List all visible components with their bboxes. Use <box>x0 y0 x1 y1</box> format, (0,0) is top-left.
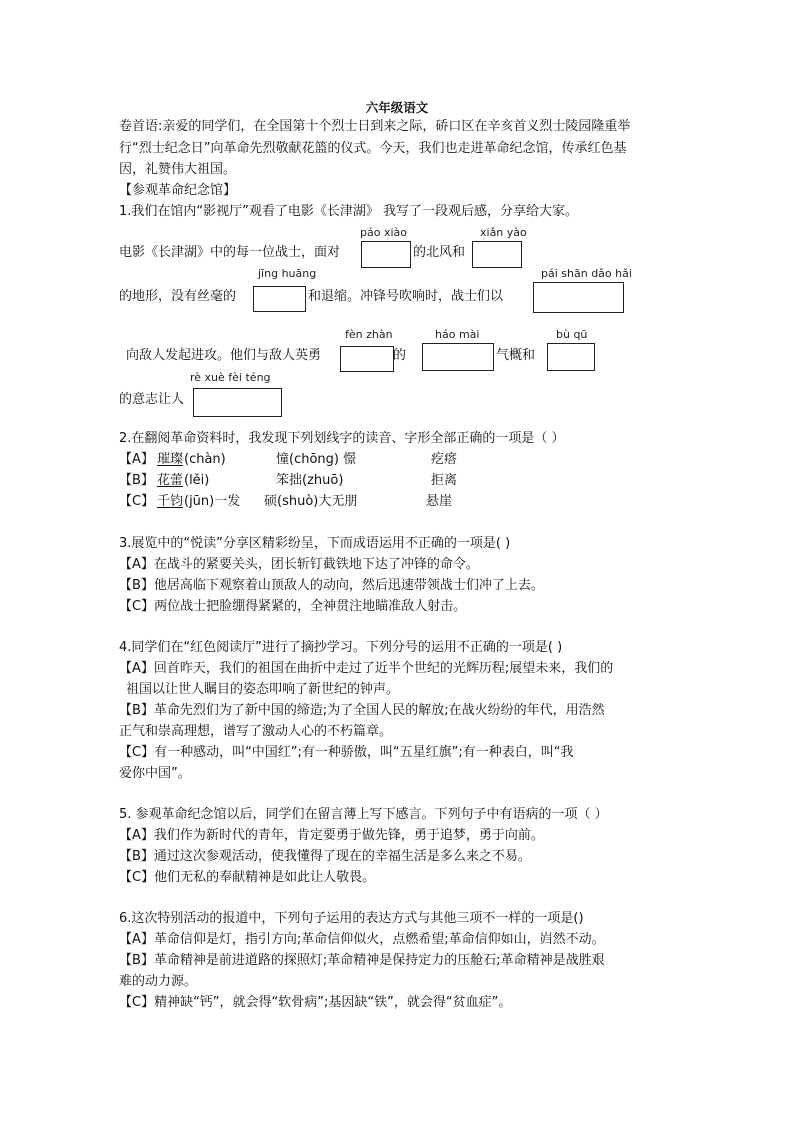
option-text: 【C】他们无私的奉献精神是如此让人敬畏。 <box>119 870 376 885</box>
pinyin-hint: háo mài <box>435 328 480 341</box>
answer-box-xianyao[interactable] <box>472 241 522 268</box>
option-text: 【B】通过这次参观活动，使我懂得了现在的幸福生活是多么来之不易。 <box>119 849 531 864</box>
option-pinyin: (jūn)一发 <box>184 494 241 509</box>
option-label: 【B】 <box>119 473 154 488</box>
option-text: 【A】在战斗的紧要关头，团长斩钉截铁地下达了冲锋的命令。 <box>119 557 479 572</box>
pinyin-hint: páo xiào <box>360 226 407 239</box>
question-1-text: 的北风和 <box>413 245 466 260</box>
option-text: 爱你中国”。 <box>119 766 191 781</box>
option-word: 拒离 <box>431 473 458 488</box>
answer-box-haomai[interactable] <box>422 343 494 371</box>
option-label: 【C】 <box>119 494 155 509</box>
question-1-text: 的意志让人 <box>119 392 185 407</box>
question-1-text: 向敌人发起进攻。他们与敌人英勇 <box>126 348 322 363</box>
question-1-text: 的地形，没有丝毫的 <box>119 289 237 304</box>
option-text: 【C】有一种感动，叫“中国红”;有一种骄傲，叫“五星红旗”;有一种表白，叫“我 <box>119 745 574 760</box>
question-3-stem: 3.展览中的“悦读”分享区精彩纷呈，下而成语运用不正确的一项是( ) <box>119 536 511 551</box>
option-text: 【C】两位战士把脸绷得紧紧的，全神贯注地瞄准敌人射击。 <box>119 599 467 614</box>
pinyin-hint: fèn zhàn <box>345 328 393 341</box>
pinyin-hint: rè xuè fèi téng <box>190 371 271 384</box>
option-text: 【C】精神缺“钙”，就会得“软骨病”;基因缺“铁”，就会得“贫血症”。 <box>119 995 512 1010</box>
page-title: 六年级语文 <box>365 100 429 115</box>
option-text: 【A】我们作为新时代的青年，肯定要勇于做先锋，勇于追梦，勇于向前。 <box>119 828 544 843</box>
option-word: 悬崖 <box>426 494 453 509</box>
preface-line: 行“烈士纪念日”向革命先烈敬献花篮的仪式。今天，我们也走进革命纪念馆，传承红色基 <box>119 141 627 156</box>
answer-box-paoxiao[interactable] <box>361 241 411 268</box>
option-word: 硕(shuò)大无朋 <box>264 494 358 509</box>
question-1-stem: 1.我们在馆内“影视厅”观看了电影《长津湖》 我写了一段观后感，分享给大家。 <box>119 204 579 219</box>
option-text: 【B】革命精神是前进道路的探照灯;革命精神是保持定力的压舱石;革命精神是战胜艰 <box>119 953 605 968</box>
answer-box-buqu[interactable] <box>547 343 595 371</box>
option-word: 璀璨 <box>157 452 184 467</box>
section-heading: 【参观革命纪念馆】 <box>119 183 237 198</box>
preface-line: 因，礼赞伟大祖国。 <box>119 162 237 177</box>
question-2-stem: 2.在翻阅革命资料时，我发现下列划线字的读音、字形全部正确的一项是（ ） <box>119 431 565 446</box>
question-4-stem: 4.同学们在“红色阅读厅”进行了摘抄学习。下列分号的运用不正确的一项是( ) <box>119 640 563 655</box>
answer-box-rexue[interactable] <box>193 388 282 417</box>
option-text: 【B】革命先烈们为了新中国的缔造;为了全国人民的解放;在战火纷纷的年代，用浩然 <box>119 703 605 718</box>
question-1-text: 电影《长津湖》中的每一位战士，面对 <box>119 245 341 260</box>
option-text: 【A】革命信仰是灯，指引方向;革命信仰似火，点燃希望;革命信仰如山，岿然不动。 <box>119 932 605 947</box>
option-word: 疙瘩 <box>431 452 458 467</box>
option-text: 难的动力源。 <box>119 974 198 989</box>
option-word: 千钧 <box>157 494 184 509</box>
question-5-stem: 5. 参观革命纪念馆以后，同学们在留言薄上写下感言。下列句子中有语病的一项（ ） <box>119 807 608 822</box>
option-word: 花蕾 <box>157 473 184 488</box>
question-1-text: 和退缩。冲锋号吹响时，战士们以 <box>308 289 504 304</box>
answer-box-fenzhan[interactable] <box>340 346 394 372</box>
option-text: 祖国以让世人瞩目的姿态叩响了新世纪的钟声。 <box>126 682 400 697</box>
pinyin-hint: xiǎn yào <box>480 226 527 239</box>
option-pinyin: (lěi) <box>184 473 210 488</box>
question-1-text: 的 <box>393 348 407 363</box>
pinyin-hint: bù qū <box>556 328 588 341</box>
option-word: 笨拙(zhuō) <box>276 473 344 488</box>
option-text: 正气和崇高理想，谱写了激动人心的不朽篇章。 <box>119 724 393 739</box>
option-text: 【B】他居高临下观察着山顶敌人的动向，然后迅速带领战士们冲了上去。 <box>119 578 544 593</box>
option-word: 憧(chōng) 憬 <box>276 452 357 467</box>
pinyin-hint: pái shān dǎo hǎi <box>541 267 632 280</box>
answer-box-paishan[interactable] <box>533 282 624 313</box>
question-1-text: 气概和 <box>496 348 536 363</box>
option-text: 【A】回首昨天，我们的祖国在曲折中走过了近半个世纪的光辉历程;展望未来，我们的 <box>119 661 614 676</box>
preface-line: 卷首语:亲爱的同学们，在全国第十个烈士日到来之际，硚口区在辛亥首义烈士陵园隆重举 <box>119 119 631 134</box>
question-6-stem: 6.这次特别活动的报道中，下列句子运用的表达方式与其他三项不一样的一项是() <box>119 911 584 926</box>
pinyin-hint: jīng huāng <box>258 267 317 280</box>
answer-box-jinghuang[interactable] <box>253 286 306 312</box>
option-label: 【A】 <box>119 452 154 467</box>
option-pinyin: (chàn) <box>184 452 226 467</box>
